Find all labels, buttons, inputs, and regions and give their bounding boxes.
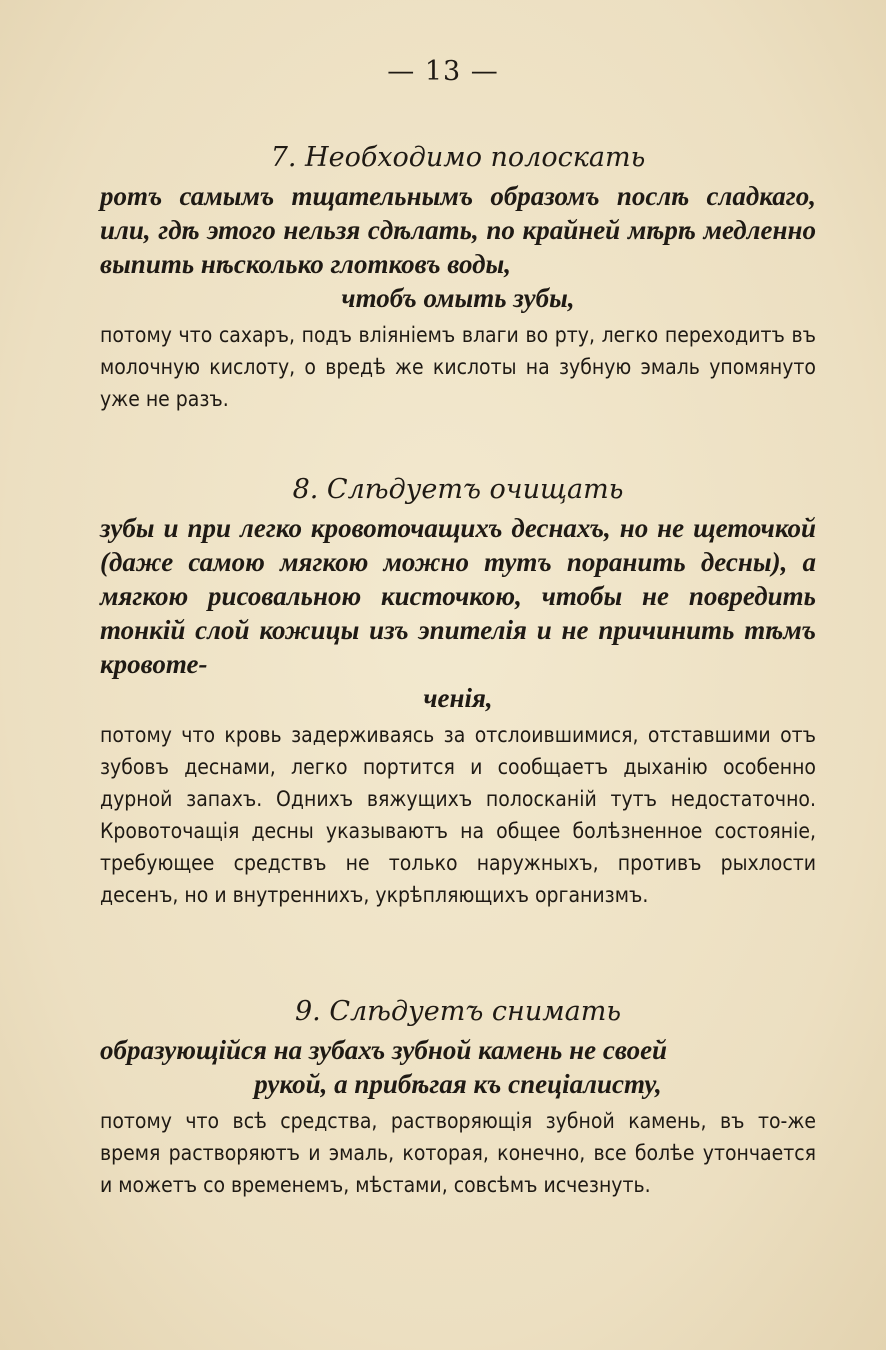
section-heading: 7. Необходимо полоскать [270,142,646,173]
section-heading: 8. Слѣдуетъ очищать [292,474,624,505]
rule-text-last-line: чтобъ омыть зубы, [341,283,575,313]
explanation-paragraph: потому что кровь задерживаясь за отслоившимися, отставшими отъ зубовъ деснами, легко портится и сообщаетъ дыханію особенно дурной запахъ. Однихъ вяжущихъ полосканій тутъ недостаточно. Кровоточащія десны указываютъ на общее болѣзненное состояніе, требующее средствъ не только наружныхъ, противъ рыхлости десенъ, но и внутреннихъ, укрѣпляющихъ организмъ. [100,723,816,907]
rule-text-main: зубы и при легко кровоточащихъ деснахъ, но не щеточкой (даже самою мягкою можно тутъ поранить десны), а мягкою рисовальною кисточкою, чтобы не повредить тонкій слой кожицы изъ эпителія и не причинить тѣмъ кровоте- [100,513,816,679]
explanation-paragraph: потому что всѣ средства, растворяющія зубной камень, въ то-же время растворяютъ и эмаль, которая, конечно, все болѣе утончается и можетъ со временемъ, мѣстами, совсѣмъ исчезнуть. [100,1109,816,1197]
section-8 [100,474,816,911]
rule-text-last-line: ченія, [423,683,493,713]
rule-text [100,179,816,315]
section-heading: 9. Слѣдуетъ снимать [294,996,622,1027]
rule-text [100,1033,816,1101]
rule-text-main: ротъ самымъ тщательнымъ образомъ послѣ сладкаго, или, гдѣ этого нельзя сдѣлать, по крайней мѣрѣ медленно выпить нѣсколько глотковъ воды, [100,181,816,279]
section-9 [100,996,816,1201]
page-number: — 13 — [387,56,499,87]
rule-text-main: образующійся на зубахъ зубной камень не своей [100,1035,668,1065]
rule-text-last-line: рукой, а прибѣгая къ спеціалисту, [254,1069,662,1099]
rule-text [100,511,816,715]
section-7 [100,142,816,415]
explanation-paragraph: потому что сахаръ, подъ вліяніемъ влаги во рту, легко переходитъ въ молочную кислоту, о вредѣ же кислоты на зубную эмаль упомянуто уже не разъ. [100,323,816,411]
